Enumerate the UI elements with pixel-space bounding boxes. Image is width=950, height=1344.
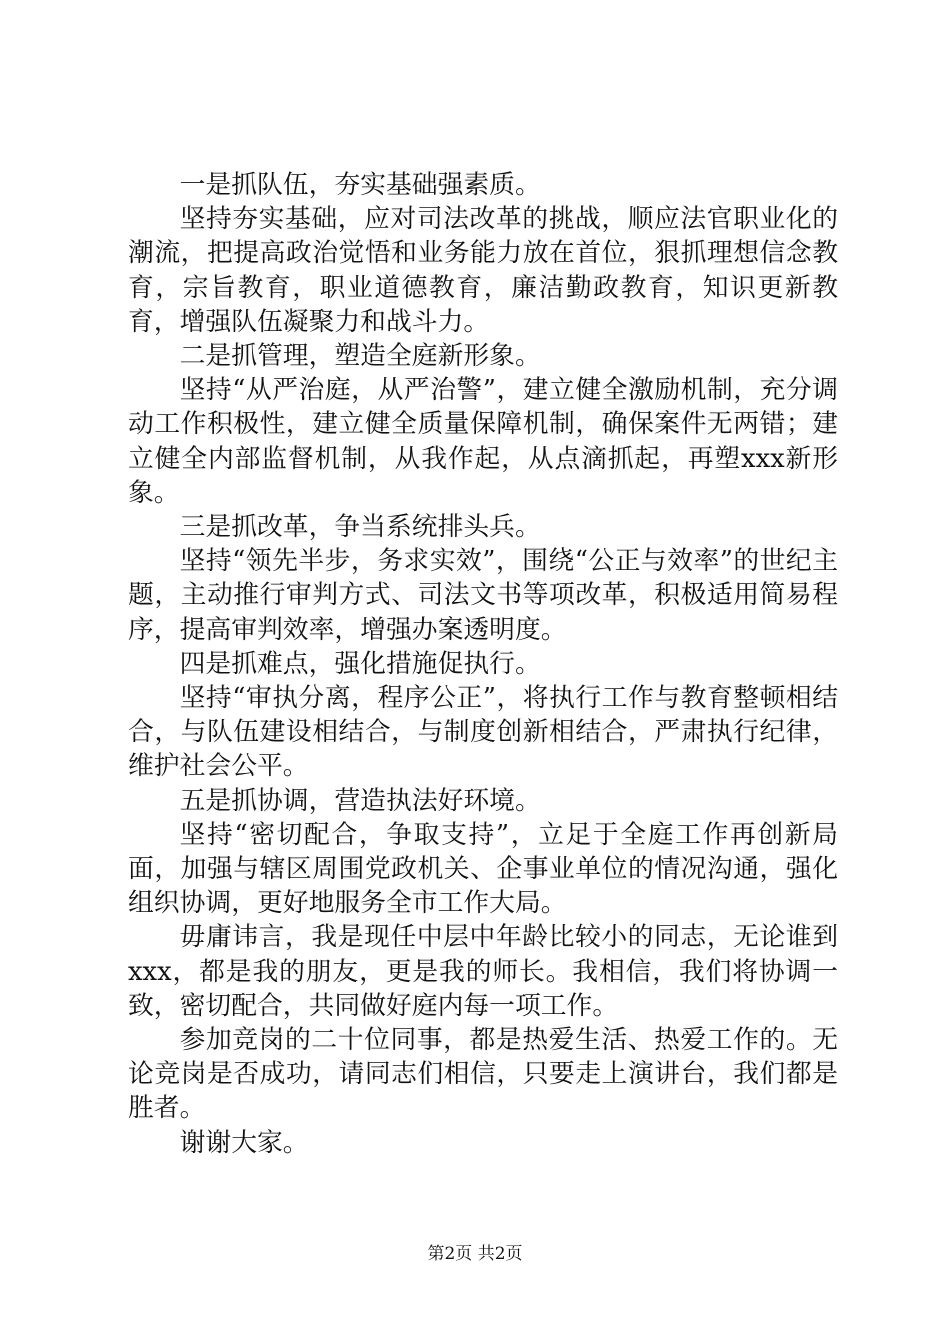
paragraph-6: 坚持“领先半步，务求实效”，围绕“公正与效率”的世纪主题，主动推行审判方式、司法文书等项改革，积极适用简易程序，提高审判效率，增强办案透明度。 (128, 546, 838, 645)
paragraph-3: 二是抓管理，塑造全庭新形象。 (179, 341, 541, 372)
paragraph-7: 四是抓难点，强化措施促执行。 (179, 648, 541, 679)
page-footer (0, 1243, 950, 1265)
paragraph-11: 毋庸讳言，我是现任中层中年龄比较小的同志，无论谁到xxx，都是我的朋友，更是我的师长。我相信，我们将协调一致，密切配合，共同做好庭内每一项工作。 (128, 922, 838, 1021)
paragraph-10: 坚持“密切配合，争取支持”，立足于全庭工作再创新局面，加强与辖区周围党政机关、企事业单位的情况沟通，强化组织协调，更好地服务全市工作大局。 (128, 819, 838, 919)
paragraph-8: 坚持“审执分离，程序公正”，将执行工作与教育整顿相结合，与队伍建设相结合，与制度创新相结合，严肃执行纪律，维护社会公平。 (128, 683, 838, 782)
paragraph-13: 谢谢大家。 (179, 1127, 309, 1158)
page-number-label: 第2页 共2页 (427, 1244, 523, 1264)
paragraph-1: 一是抓队伍，夯实基础强素质。 (179, 170, 541, 200)
paragraph-2: 坚持夯实基础，应对司法改革的挑战，顺应法官职业化的潮流，把提高政治觉悟和业务能力放在首位，狠抓理想信念教育，宗旨教育，职业道德教育，廉洁勤政教育，知识更新教育，增强队伍凝聚力和战斗力。 (128, 204, 838, 337)
paragraph-9: 五是抓协调，营造执法好环境。 (179, 785, 541, 816)
paragraph-5: 三是抓改革，争当系统排头兵。 (179, 512, 541, 543)
document-body (128, 168, 838, 1160)
paragraph-4: 坚持“从严治庭，从严治警”，建立健全激励机制，充分调动工作积极性，建立健全质量保障机制，确保案件无两错；建立健全内部监督机制，从我作起，从点滴抓起，再塑xxx新形象。 (128, 375, 838, 508)
paragraph-12: 参加竞岗的二十位同事，都是热爱生活、热爱工作的。无论竞岗是否成功，请同志们相信，只要走上演讲台，我们都是胜者。 (128, 1025, 838, 1124)
